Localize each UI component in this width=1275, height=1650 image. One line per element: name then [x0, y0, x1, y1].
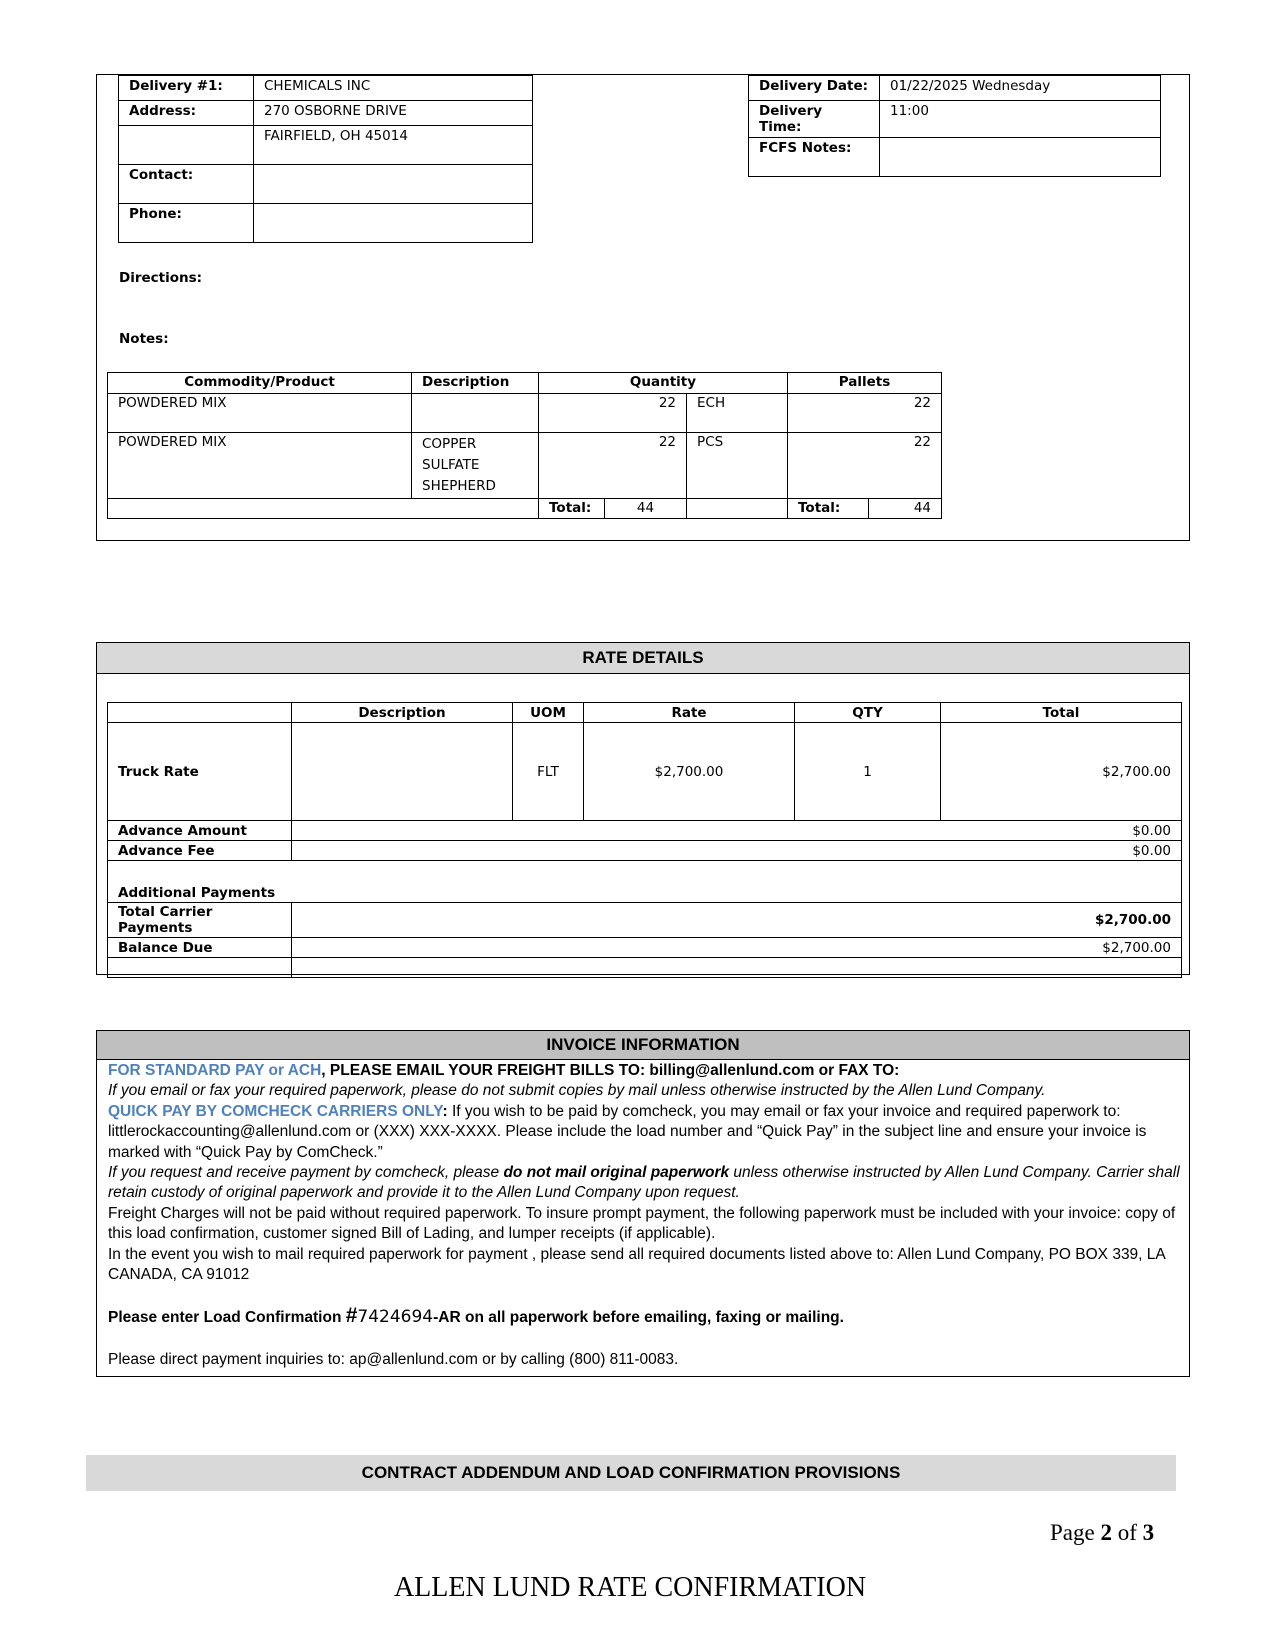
- pallets-total-label: Total:: [788, 499, 869, 519]
- rate-details-table: [107, 702, 1182, 978]
- truck-rate-rate: $2,700.00: [584, 723, 795, 821]
- commodity-product: POWDERED MIX: [108, 394, 412, 433]
- delivery-date-label: Delivery Date:: [749, 76, 880, 101]
- invoice-information-body: [108, 1061, 1180, 1370]
- phone-value: [254, 204, 533, 243]
- rate-header-row: [108, 703, 1182, 723]
- commodity-pallets: 22: [788, 433, 942, 499]
- commodity-description: COPPER SULFATE SHEPHERD: [412, 433, 539, 499]
- rate-header-rate: Rate: [584, 703, 795, 723]
- rate-header-qty: QTY: [795, 703, 941, 723]
- truck-rate-qty: 1: [795, 723, 941, 821]
- page-prefix: Page: [1050, 1520, 1101, 1545]
- contact-value: [254, 165, 533, 204]
- truck-rate-label: Truck Rate: [108, 723, 292, 821]
- quick-pay-text: If you wish to be paid by comcheck, you may email or fax your invoice and required paperwork to: littlerockaccounting@allenlund.com or (XXX) XXX-XXXX. Please include the load number and “Quick Pay” in the subject line and ensure your invoice is marked with “Quick Pay by ComCheck.”: [108, 1102, 1147, 1161]
- address-line1: 270 OSBORNE DRIVE: [254, 101, 533, 126]
- contact-label: Contact:: [119, 165, 254, 204]
- comcheck-paragraph: [108, 1163, 1180, 1204]
- delivery-date-value: 01/22/2025 Wednesday: [880, 76, 1161, 101]
- commodity-header-product: Commodity/Product: [108, 373, 412, 394]
- comcheck-bold: do not mail original paperwork: [503, 1164, 730, 1182]
- truck-rate-uom: FLT: [513, 723, 584, 821]
- rate-empty-cell: [108, 958, 292, 978]
- pallets-total-value: 44: [869, 499, 942, 519]
- delivery-time-label: Delivery Time:: [749, 101, 880, 138]
- commodity-pallets: 22: [788, 394, 942, 433]
- balance-due-label: Balance Due: [108, 938, 292, 958]
- fcfs-notes-value: [880, 138, 1161, 177]
- contract-addendum-title: CONTRACT ADDENDUM AND LOAD CONFIRMATION PROVISIONS: [86, 1455, 1176, 1491]
- comcheck-text-1: If you request and receive payment by comcheck, please: [108, 1164, 504, 1182]
- phone-label: Phone:: [119, 204, 254, 243]
- commodity-unit: ECH: [687, 394, 788, 433]
- quick-pay-heading: QUICK PAY BY COMCHECK CARRIERS ONLY: [108, 1102, 443, 1120]
- quantity-total-label: Total:: [539, 499, 605, 519]
- fcfs-notes-label: FCFS Notes:: [749, 138, 880, 177]
- freight-charges-paragraph: Freight Charges will not be paid without required paperwork. To insure prompt payment, the following paperwork must be included with your invoice: copy of this load confirmation, customer signed Bill of Lading, and lumper receipts (if applicable).: [108, 1204, 1176, 1243]
- address-line2: FAIRFIELD, OH 45014: [254, 126, 533, 165]
- commodity-header-pallets: Pallets: [788, 373, 942, 394]
- commodity-unit: PCS: [687, 433, 788, 499]
- total-carrier-value: $2,700.00: [292, 903, 1182, 938]
- commodity-product: POWDERED MIX: [108, 433, 412, 499]
- truck-rate-row: [108, 723, 1182, 821]
- delivery-time-value: 11:00: [880, 101, 1161, 138]
- truck-rate-total: $2,700.00: [941, 723, 1182, 821]
- commodity-total-row: [108, 499, 942, 519]
- standard-pay-heading: FOR STANDARD PAY or ACH: [108, 1062, 322, 1079]
- table-row: [108, 394, 942, 433]
- load-confirmation-paragraph: [108, 1306, 1180, 1328]
- table-row: [108, 433, 942, 499]
- additional-payments-label: Additional Payments: [108, 861, 1182, 903]
- page-number: [1050, 1520, 1154, 1546]
- load-confirmation-hash: #: [345, 1304, 358, 1328]
- email-note: If you email or fax your required paperwork, please do not submit copies by mail unless otherwise instructed by the Allen Lund Company.: [108, 1082, 1046, 1100]
- load-confirmation-suffix: -AR on all paperwork before emailing, faxing or mailing.: [433, 1309, 844, 1327]
- address-label: Address:: [119, 101, 254, 126]
- commodity-qty: 22: [539, 433, 687, 499]
- advance-amount-label: Advance Amount: [108, 821, 292, 841]
- advance-fee-label: Advance Fee: [108, 841, 292, 861]
- mail-paperwork-paragraph: In the event you wish to mail required paperwork for payment , please send all required documents listed above to: Allen Lund Company, PO BOX 339, LA CANADA, CA 91012: [108, 1245, 1165, 1284]
- load-confirmation-text: Please enter Load Confirmation: [108, 1309, 346, 1327]
- commodity-qty: 22: [539, 394, 687, 433]
- directions-label: Directions:: [119, 270, 203, 286]
- invoice-information-title: INVOICE INFORMATION: [97, 1031, 1189, 1060]
- advance-amount-row: [108, 821, 1182, 841]
- rate-empty-cell: [292, 958, 1182, 978]
- rate-details-title: RATE DETAILS: [97, 643, 1189, 674]
- rate-empty-row: [108, 958, 1182, 978]
- rate-header-uom: UOM: [513, 703, 584, 723]
- commodity-header-row: [108, 373, 942, 394]
- quantity-total-value: 44: [605, 499, 687, 519]
- quick-pay-colon: :: [442, 1102, 448, 1120]
- comcheck-text-2: unless otherwise instructed by Allen Lund Company. Carrier shall retain custody of original paperwork and provide it to the Allen Lund Company upon request.: [108, 1164, 1180, 1202]
- commodity-total-blank: [108, 499, 539, 519]
- advance-fee-value: $0.00: [292, 841, 1182, 861]
- rate-header-description: Description: [292, 703, 513, 723]
- standard-pay-paragraph: [108, 1061, 1180, 1081]
- notes-label: Notes:: [119, 331, 169, 347]
- total-carrier-label: Total Carrier Payments: [108, 903, 292, 938]
- advance-amount-value: $0.00: [292, 821, 1182, 841]
- load-confirmation-number: 7424694: [357, 1307, 434, 1328]
- balance-due-value: $2,700.00: [292, 938, 1182, 958]
- delivery-address-table: [118, 75, 533, 243]
- total-carrier-row: [108, 903, 1182, 938]
- rate-header-total: Total: [941, 703, 1182, 723]
- page-current: 2: [1100, 1520, 1112, 1545]
- payment-inquiries-paragraph: Please direct payment inquiries to: ap@allenlund.com or by calling (800) 811-0083.: [108, 1350, 679, 1368]
- quantity-total-blank: [687, 499, 788, 519]
- quick-pay-paragraph: [108, 1102, 1180, 1163]
- additional-payments-row: [108, 861, 1182, 903]
- delivery-label: Delivery #1:: [119, 76, 254, 101]
- commodity-description: [412, 394, 539, 433]
- address-blank-label: [119, 126, 254, 165]
- page-of: of: [1111, 1520, 1143, 1545]
- rate-header-blank: [108, 703, 292, 723]
- commodity-header-quantity: Quantity: [539, 373, 788, 394]
- document-footer-title: ALLEN LUND RATE CONFIRMATION: [393, 1572, 867, 1603]
- commodity-table: [107, 372, 942, 519]
- truck-rate-description: [292, 723, 513, 821]
- commodity-header-description: Description: [412, 373, 539, 394]
- page-total: 3: [1142, 1520, 1155, 1545]
- delivery-schedule-table: [748, 75, 1161, 177]
- standard-pay-text: , PLEASE EMAIL YOUR FREIGHT BILLS TO: billing@allenlund.com or FAX TO:: [321, 1062, 900, 1079]
- delivery-name: CHEMICALS INC: [254, 76, 533, 101]
- balance-due-row: [108, 938, 1182, 958]
- advance-fee-row: [108, 841, 1182, 861]
